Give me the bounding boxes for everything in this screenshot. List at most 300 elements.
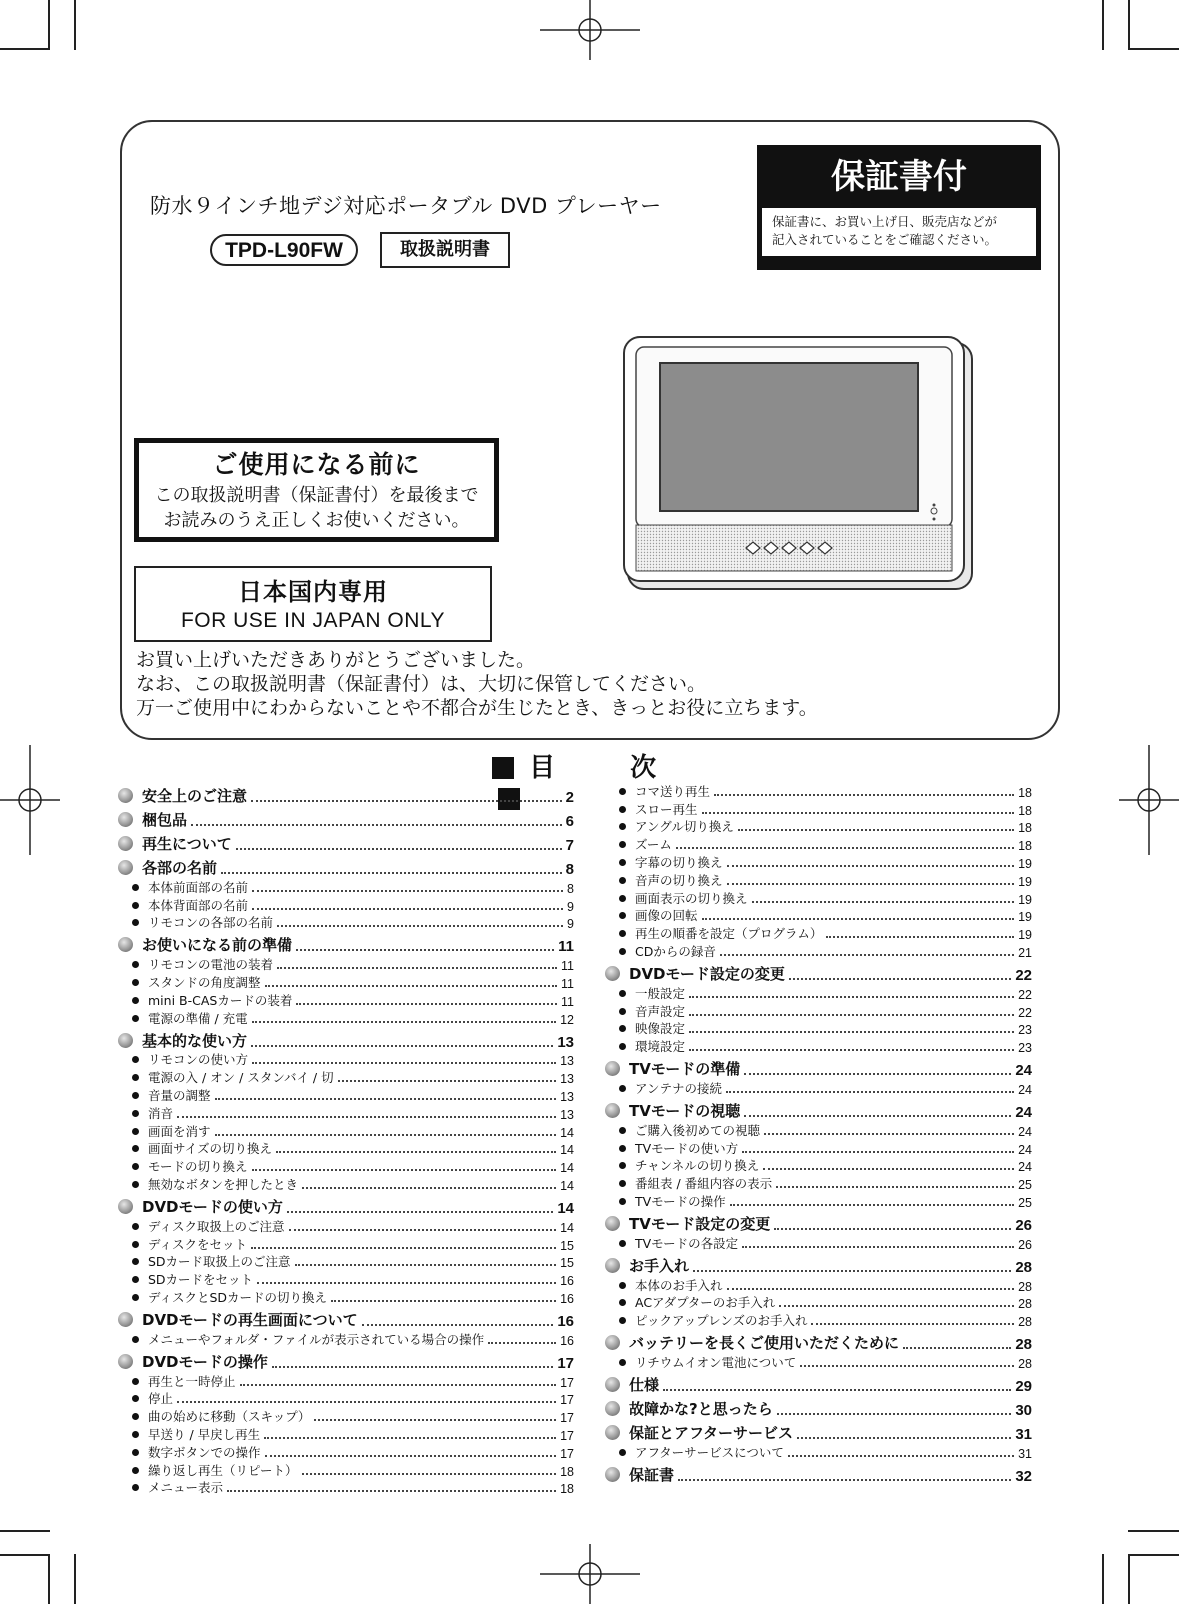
- toc-page-number: 28: [1018, 1315, 1032, 1330]
- toc-page-number: 16: [560, 1291, 574, 1306]
- toc-section-entry: [118, 1027, 574, 1051]
- toc-subsection-entry: [118, 1217, 574, 1235]
- toc-section-entry: [605, 1252, 1032, 1276]
- toc-leader-dots: [774, 1228, 1011, 1230]
- toc-entry-label: リモコンの使い方: [148, 1052, 249, 1068]
- toc-section-entry: [118, 931, 574, 955]
- toc-leader-dots: [272, 1366, 553, 1368]
- toc-entry-label: メニューやフォルダ・ファイルが表示されている場合の操作: [148, 1331, 485, 1347]
- toc-entry-label: 番組表 / 番組内容の表示: [635, 1176, 773, 1192]
- toc-leader-dots: [289, 1229, 557, 1231]
- toc-section-entry: [605, 1419, 1032, 1443]
- toc-entry-label: 電源の準備 / 充電: [148, 1010, 248, 1026]
- toc-subsection-entry: [118, 1051, 574, 1069]
- toc-leader-dots: [730, 1204, 1014, 1206]
- toc-entry-label: TVモードの視聴: [629, 1101, 741, 1120]
- toc-entry-label: 無効なボタンを押したとき: [148, 1176, 299, 1192]
- toc-section-entry: [605, 1461, 1032, 1485]
- domestic-use-title: 日本国内専用: [238, 578, 388, 606]
- toc-subsection-entry: [605, 1020, 1032, 1038]
- toc-page-number: 15: [560, 1238, 574, 1253]
- warranty-box: [757, 145, 1041, 270]
- toc-leader-dots: [727, 1288, 1015, 1290]
- toc-entry-label: 消音: [148, 1105, 174, 1121]
- toc-entry-label: 数字ボタンでの操作: [148, 1444, 261, 1460]
- toc-page-number: 22: [1018, 987, 1032, 1002]
- toc-subsection-entry: [118, 1461, 574, 1479]
- toc-page-number: 32: [1015, 1467, 1032, 1485]
- toc-page-number: 19: [1018, 856, 1032, 871]
- toc-leader-dots: [191, 824, 562, 826]
- toc-page-number: 19: [1018, 874, 1032, 889]
- thank-you-line: なお、この取扱説明書（保証書付）は、大切に保管してください。: [136, 673, 707, 695]
- toc-entry-label: 本体背面部の名前: [148, 897, 249, 913]
- toc-section-entry: [118, 1193, 574, 1217]
- toc-leader-dots: [277, 925, 563, 927]
- toc-entry-label: DVDモード設定の変更: [629, 964, 785, 983]
- toc-page-number: 28: [1015, 1336, 1032, 1354]
- toc-entry-label: ピックアップレンズのお手入れ: [635, 1313, 808, 1329]
- toc-leader-dots: [826, 936, 1014, 938]
- toc-page-number: 17: [560, 1411, 574, 1426]
- toc-leader-dots: [763, 1168, 1014, 1170]
- toc-leader-dots: [676, 847, 1014, 849]
- toc-section-entry: [605, 1055, 1032, 1079]
- toc-subsection-entry: [605, 1443, 1032, 1461]
- toc-subsection-entry: [118, 1235, 574, 1253]
- toc-entry-label: リモコンの各部の名前: [148, 915, 274, 931]
- toc-page-number: 26: [1015, 1216, 1032, 1234]
- toc-leader-dots: [727, 865, 1015, 867]
- toc-entry-label: 環境設定: [635, 1039, 686, 1055]
- toc-entry-label: 安全上のご注意: [142, 787, 248, 805]
- toc-entry-label: 画像の回転: [635, 908, 698, 924]
- toc-leader-dots: [257, 1282, 556, 1284]
- toc-entry-label: 保証とアフターサービス: [629, 1423, 793, 1442]
- toc-entry-label: SDカード取扱上のご注意: [148, 1254, 291, 1270]
- toc-entry-label: チャンネルの切り換え: [635, 1158, 760, 1174]
- toc-page-number: 31: [1015, 1425, 1032, 1443]
- toc-entry-label: 画面を消す: [148, 1123, 211, 1139]
- toc-subsection-entry: [605, 1002, 1032, 1020]
- toc-page-number: 17: [557, 1354, 574, 1372]
- toc-leader-dots: [177, 1401, 556, 1403]
- toc-entry-label: お使いになる前の準備: [142, 936, 293, 955]
- toc-section-entry: [605, 1395, 1032, 1419]
- toc-page-number: 13: [560, 1054, 574, 1069]
- toc-leader-dots: [744, 1073, 1011, 1075]
- toc-subsection-entry: [118, 1175, 574, 1193]
- toc-leader-dots: [236, 848, 562, 850]
- toc-entry-label: 故障かな?と思ったら: [629, 1399, 773, 1418]
- toc-leader-dots: [777, 1413, 1012, 1415]
- toc-leader-dots: [742, 1246, 1014, 1248]
- toc-entry-label: アフターサービスについて: [635, 1444, 784, 1460]
- toc-page-number: 14: [557, 1199, 574, 1217]
- toc-page-number: 11: [561, 976, 574, 991]
- toc-page-number: 28: [1018, 1356, 1032, 1371]
- toc-page-number: 13: [560, 1089, 574, 1104]
- toc-page-number: 24: [1018, 1082, 1032, 1097]
- before-use-line: この取扱説明書（保証書付）を最後まで: [154, 485, 479, 506]
- toc-entry-label: ディスクをセット: [148, 1236, 248, 1252]
- toc-section-entry: [118, 806, 574, 830]
- toc-leader-dots: [714, 794, 1014, 796]
- toc-leader-dots: [277, 967, 557, 969]
- toc-leader-dots: [215, 1098, 557, 1100]
- thank-you-line: お買い上げいただきありがとうございました。: [136, 649, 536, 671]
- registration-mark-right: [1119, 745, 1179, 855]
- toc-leader-dots: [265, 985, 558, 987]
- toc-subsection-entry: [605, 1174, 1032, 1192]
- toc-entry-label: 音声設定: [635, 1003, 686, 1019]
- thank-you-message: [136, 648, 818, 720]
- toc-entry-label: 字幕の切り換え: [635, 854, 723, 870]
- toc-page-number: 9: [567, 917, 574, 932]
- toc-page-number: 14: [560, 1178, 574, 1193]
- toc-page-number: 18: [1018, 839, 1032, 854]
- toc-subsection-entry: [605, 984, 1032, 1002]
- registration-mark-bottom: [540, 1544, 640, 1604]
- toc-leader-dots: [797, 1437, 1011, 1439]
- toc-page-number: 14: [560, 1125, 574, 1140]
- toc-entry-label: 再生と一時停止: [148, 1373, 236, 1389]
- toc-leader-dots: [776, 1186, 1014, 1188]
- toc-subsection-entry: [118, 1068, 574, 1086]
- thank-you-line: 万一ご使用中にわからないことや不都合が生じたとき、きっとお役に立ちます。: [136, 697, 818, 719]
- toc-subsection-entry: [118, 1157, 574, 1175]
- warranty-note: [762, 208, 1036, 256]
- toc-page-number: 13: [557, 1033, 574, 1051]
- toc-page-number: 11: [561, 959, 574, 974]
- toc-subsection-entry: [605, 1276, 1032, 1294]
- toc-entry-label: 繰り返し再生（リピート）: [148, 1462, 298, 1478]
- toc-page-number: 28: [1015, 1258, 1032, 1276]
- toc-page-number: 17: [560, 1428, 574, 1443]
- toc-subsection-entry: [118, 1330, 574, 1348]
- toc-page-number: 24: [1015, 1062, 1032, 1080]
- toc-section-entry: [118, 854, 574, 878]
- domestic-use-notice: [134, 566, 492, 642]
- toc-section-entry: [605, 1097, 1032, 1121]
- toc-leader-dots: [338, 1080, 556, 1082]
- toc-leader-dots: [302, 1187, 556, 1189]
- toc-page-number: 16: [557, 1312, 574, 1330]
- registration-mark-top: [540, 0, 640, 60]
- toc-subsection-entry: [605, 853, 1032, 871]
- toc-entry-label: 本体のお手入れ: [635, 1277, 723, 1293]
- toc-page-number: 28: [1018, 1297, 1032, 1312]
- toc-page-number: 12: [560, 1012, 574, 1027]
- toc-leader-dots: [264, 1437, 556, 1439]
- toc-entry-label: TVモード設定の変更: [629, 1214, 771, 1233]
- toc-entry-label: 曲の始めに移動（スキップ）: [148, 1409, 311, 1425]
- toc-entry-label: CDからの録音: [635, 943, 716, 959]
- toc-subsection-entry: [118, 1372, 574, 1390]
- toc-entry-label: ACアダプターのお手入れ: [635, 1295, 776, 1311]
- toc-subsection-entry: [605, 1157, 1032, 1175]
- toc-subsection-entry: [118, 1009, 574, 1027]
- toc-subsection-entry: [605, 907, 1032, 925]
- toc-page-number: 11: [561, 994, 574, 1009]
- toc-entry-label: 画面サイズの切り換え: [148, 1141, 273, 1157]
- toc-page-number: 19: [1018, 910, 1032, 925]
- toc-leader-dots: [251, 800, 562, 802]
- toc-leader-dots: [742, 1151, 1014, 1153]
- toc-page-number: 19: [1018, 892, 1032, 907]
- toc-leader-dots: [702, 918, 1015, 920]
- warranty-title: 保証書付: [831, 157, 967, 197]
- toc-section-entry: [605, 1210, 1032, 1234]
- toc-entry-label: 音声の切り換え: [635, 872, 723, 888]
- toc-entry-label: ご購入後初めての視聴: [635, 1122, 761, 1138]
- toc-subsection-entry: [605, 1121, 1032, 1139]
- toc-leader-dots: [302, 1473, 557, 1475]
- toc-entry-label: アンテナの接続: [635, 1080, 723, 1096]
- toc-leader-dots: [800, 1365, 1014, 1367]
- toc-page-number: 6: [565, 813, 574, 830]
- toc-subsection-entry: [605, 1294, 1032, 1312]
- toc-page-number: 8: [567, 881, 574, 896]
- toc-entry-label: モードの切り換え: [148, 1159, 248, 1175]
- toc-entry-label: 本体前面部の名前: [148, 879, 249, 895]
- before-use-text: [139, 483, 494, 533]
- toc-entry-label: リチウムイオン電池について: [635, 1354, 797, 1370]
- square-icon: [492, 757, 514, 779]
- toc-entry-label: コマ送り再生: [635, 783, 711, 799]
- toc-entry-label: バッテリーを長くご使用いただくために: [629, 1334, 900, 1353]
- toc-page-number: 25: [1018, 1195, 1032, 1210]
- toc-page-number: 9: [567, 899, 574, 914]
- toc-page-number: 16: [560, 1333, 574, 1348]
- toc-entry-label: 電源の入 / オン / スタンバイ / 切: [148, 1070, 334, 1086]
- toc-entry-label: リモコンの電池の装着: [148, 957, 274, 973]
- toc-subsection-entry: [605, 835, 1032, 853]
- toc-entry-label: 保証書: [629, 1465, 675, 1484]
- toc-section-entry: [118, 1348, 574, 1372]
- toc-subsection-entry: [118, 1270, 574, 1288]
- toc-leader-dots: [726, 1091, 1014, 1093]
- toc-entry-label: mini B-CASカードの装着: [148, 992, 293, 1008]
- toc-entry-label: 映像設定: [635, 1021, 686, 1037]
- toc-leader-dots: [720, 954, 1014, 956]
- toc-subsection-entry: [118, 973, 574, 991]
- toc-leader-dots: [744, 1115, 1011, 1117]
- before-use-title: ご使用になる前に: [212, 450, 421, 479]
- toc-entry-label: 各部の名前: [142, 859, 218, 877]
- toc-subsection-entry: [118, 1425, 574, 1443]
- toc-leader-dots: [362, 1324, 554, 1326]
- toc-page-number: 17: [560, 1375, 574, 1390]
- toc-entry-label: 一般設定: [635, 985, 686, 1001]
- toc-entry-label: TVモードの使い方: [635, 1140, 739, 1156]
- toc-leader-dots: [177, 1116, 556, 1118]
- toc-leader-dots: [779, 1305, 1014, 1307]
- toc-subsection-entry: [118, 1253, 574, 1271]
- toc-entry-label: TVモードの操作: [635, 1193, 726, 1209]
- toc-entry-label: TVモードの各設定: [635, 1235, 739, 1251]
- toc-leader-dots: [663, 1389, 1011, 1391]
- toc-subsection-entry: [605, 1037, 1032, 1055]
- toc-page-number: 18: [1018, 785, 1032, 800]
- toc-section-entry: [605, 1371, 1032, 1395]
- toc-entry-label: 梱包品: [142, 811, 188, 829]
- toc-leader-dots: [252, 890, 563, 892]
- toc-leader-dots: [251, 1045, 553, 1047]
- toc-subsection-entry: [605, 1079, 1032, 1097]
- toc-section-entry: [118, 782, 574, 806]
- toc-leader-dots: [811, 1323, 1014, 1325]
- toc-subsection-entry: [605, 1192, 1032, 1210]
- toc-subsection-entry: [118, 914, 574, 932]
- toc-entry-label: 再生について: [142, 835, 232, 853]
- toc-subsection-entry: [118, 1288, 574, 1306]
- toc-entry-label: DVDモードの再生画面について: [142, 1310, 358, 1329]
- toc-page-number: 24: [1018, 1160, 1032, 1175]
- toc-page-number: 17: [560, 1446, 574, 1461]
- toc-entry-label: DVDモードの操作: [142, 1352, 268, 1371]
- toc-page-number: 29: [1015, 1377, 1032, 1395]
- toc-page-number: 31: [1018, 1446, 1032, 1461]
- toc-leader-dots: [252, 1062, 556, 1064]
- toc-leader-dots: [488, 1342, 556, 1344]
- toc-subsection-entry: [605, 818, 1032, 836]
- toc-leader-dots: [227, 1490, 556, 1492]
- toc-entry-label: 音量の調整: [148, 1087, 211, 1103]
- registration-mark-left: [0, 745, 60, 855]
- toc-page-number: 17: [560, 1393, 574, 1408]
- toc-leader-dots: [689, 1049, 1014, 1051]
- toc-right-column: [605, 782, 1032, 1485]
- toc-entry-label: 再生の順番を設定（プログラム）: [635, 926, 823, 942]
- toc-page-number: 18: [560, 1464, 574, 1479]
- toc-page-number: 22: [1015, 966, 1032, 984]
- toc-subsection-entry: [605, 800, 1032, 818]
- model-number: TPD-L90FW: [210, 234, 358, 266]
- toc-page-number: 18: [1018, 821, 1032, 836]
- toc-page-number: 13: [560, 1107, 574, 1122]
- toc-page-number: 14: [560, 1161, 574, 1176]
- toc-entry-label: 早送り / 早戻し再生: [148, 1426, 261, 1442]
- toc-section-entry: [605, 960, 1032, 984]
- toc-leader-dots: [265, 1455, 557, 1457]
- toc-leader-dots: [702, 812, 1015, 814]
- before-use-notice: [134, 438, 499, 542]
- toc-page-number: 26: [1018, 1237, 1032, 1252]
- toc-page-number: 14: [560, 1220, 574, 1235]
- toc-page-number: 23: [1018, 1041, 1032, 1056]
- toc-subsection-entry: [118, 1122, 574, 1140]
- toc-subsection-entry: [605, 782, 1032, 800]
- toc-section-entry: [118, 830, 574, 854]
- toc-subsection-entry: [605, 889, 1032, 907]
- toc-leader-dots: [276, 1151, 556, 1153]
- toc-page-number: 7: [565, 837, 574, 854]
- toc-leader-dots: [689, 996, 1014, 998]
- toc-page-number: 18: [1018, 803, 1032, 818]
- toc-subsection-entry: [118, 1479, 574, 1497]
- toc-leader-dots: [215, 1134, 557, 1136]
- toc-subsection-entry: [605, 924, 1032, 942]
- toc-section-entry: [118, 1306, 574, 1330]
- toc-entry-label: 基本的な使い方: [142, 1031, 248, 1050]
- toc-entry-label: お手入れ: [629, 1256, 690, 1275]
- document-type: 取扱説明書: [380, 232, 510, 268]
- toc-entry-label: TVモードの準備: [629, 1060, 741, 1079]
- product-title: 防水９インチ地デジ対応ポータブル DVD プレーヤー: [150, 194, 662, 218]
- toc-page-number: 16: [560, 1274, 574, 1289]
- toc-leader-dots: [789, 978, 1011, 980]
- domestic-use-english: FOR USE IN JAPAN ONLY: [180, 609, 446, 632]
- toc-leader-dots: [331, 1300, 556, 1302]
- toc-subsection-entry: [118, 955, 574, 973]
- toc-leader-dots: [689, 1014, 1014, 1016]
- toc-leader-dots: [252, 908, 563, 910]
- before-use-line: お読みのうえ正しくお使いください。: [163, 510, 470, 531]
- warranty-note-line: 保証書に、お買い上げ日、販売店などが: [772, 214, 998, 229]
- toc-page-number: 11: [558, 938, 574, 956]
- toc-entry-label: アングル切り換え: [635, 819, 734, 835]
- toc-leader-dots: [738, 829, 1014, 831]
- toc-leader-dots: [287, 1211, 553, 1213]
- toc-subsection-entry: [118, 1390, 574, 1408]
- toc-page-number: 23: [1018, 1023, 1032, 1038]
- toc-page-number: 24: [1018, 1124, 1032, 1139]
- toc-subsection-entry: [605, 871, 1032, 889]
- toc-subsection-entry: [118, 1086, 574, 1104]
- toc-page-number: 18: [560, 1482, 574, 1497]
- toc-entry-label: ディスク取扱上のご注意: [148, 1218, 285, 1234]
- toc-page-number: 24: [1015, 1103, 1032, 1121]
- toc-leader-dots: [788, 1455, 1014, 1457]
- toc-subsection-entry: [605, 1353, 1032, 1371]
- toc-page-number: 15: [560, 1256, 574, 1271]
- toc-page-number: 28: [1018, 1279, 1032, 1294]
- toc-page-number: 8: [565, 861, 574, 878]
- toc-leader-dots: [296, 1003, 557, 1005]
- toc-leader-dots: [251, 1247, 556, 1249]
- toc-leader-dots: [678, 1479, 1011, 1481]
- toc-entry-label: 仕様: [629, 1375, 660, 1394]
- toc-page-number: 19: [1018, 928, 1032, 943]
- toc-subsection-entry: [605, 1234, 1032, 1252]
- toc-entry-label: 停止: [148, 1391, 174, 1407]
- toc-heading-left: 目: [529, 753, 556, 783]
- warranty-note-line: 記入されていることをご確認ください。: [772, 232, 998, 247]
- toc-entry-label: ディスクとSDカードの切り換え: [148, 1289, 328, 1305]
- toc-subsection-entry: [118, 1443, 574, 1461]
- toc-heading-right: 次: [630, 753, 657, 783]
- toc-page-number: 21: [1018, 945, 1032, 960]
- toc-left-column: [118, 782, 574, 1496]
- toc-entry-label: 画面表示の切り換え: [635, 890, 748, 906]
- toc-leader-dots: [764, 1133, 1014, 1135]
- toc-page-number: 2: [565, 789, 574, 806]
- toc-subsection-entry: [118, 1407, 574, 1425]
- toc-page-number: 22: [1018, 1005, 1032, 1020]
- toc-subsection-entry: [605, 1139, 1032, 1157]
- toc-page-number: 25: [1018, 1178, 1032, 1193]
- toc-subsection-entry: [118, 878, 574, 896]
- toc-leader-dots: [314, 1419, 556, 1421]
- toc-leader-dots: [693, 1270, 1011, 1272]
- toc-leader-dots: [752, 901, 1015, 903]
- toc-subsection-entry: [118, 896, 574, 914]
- toc-leader-dots: [295, 1264, 557, 1266]
- toc-leader-dots: [240, 1384, 557, 1386]
- toc-entry-label: スタンドの角度調整: [148, 974, 261, 990]
- toc-leader-dots: [689, 1031, 1014, 1033]
